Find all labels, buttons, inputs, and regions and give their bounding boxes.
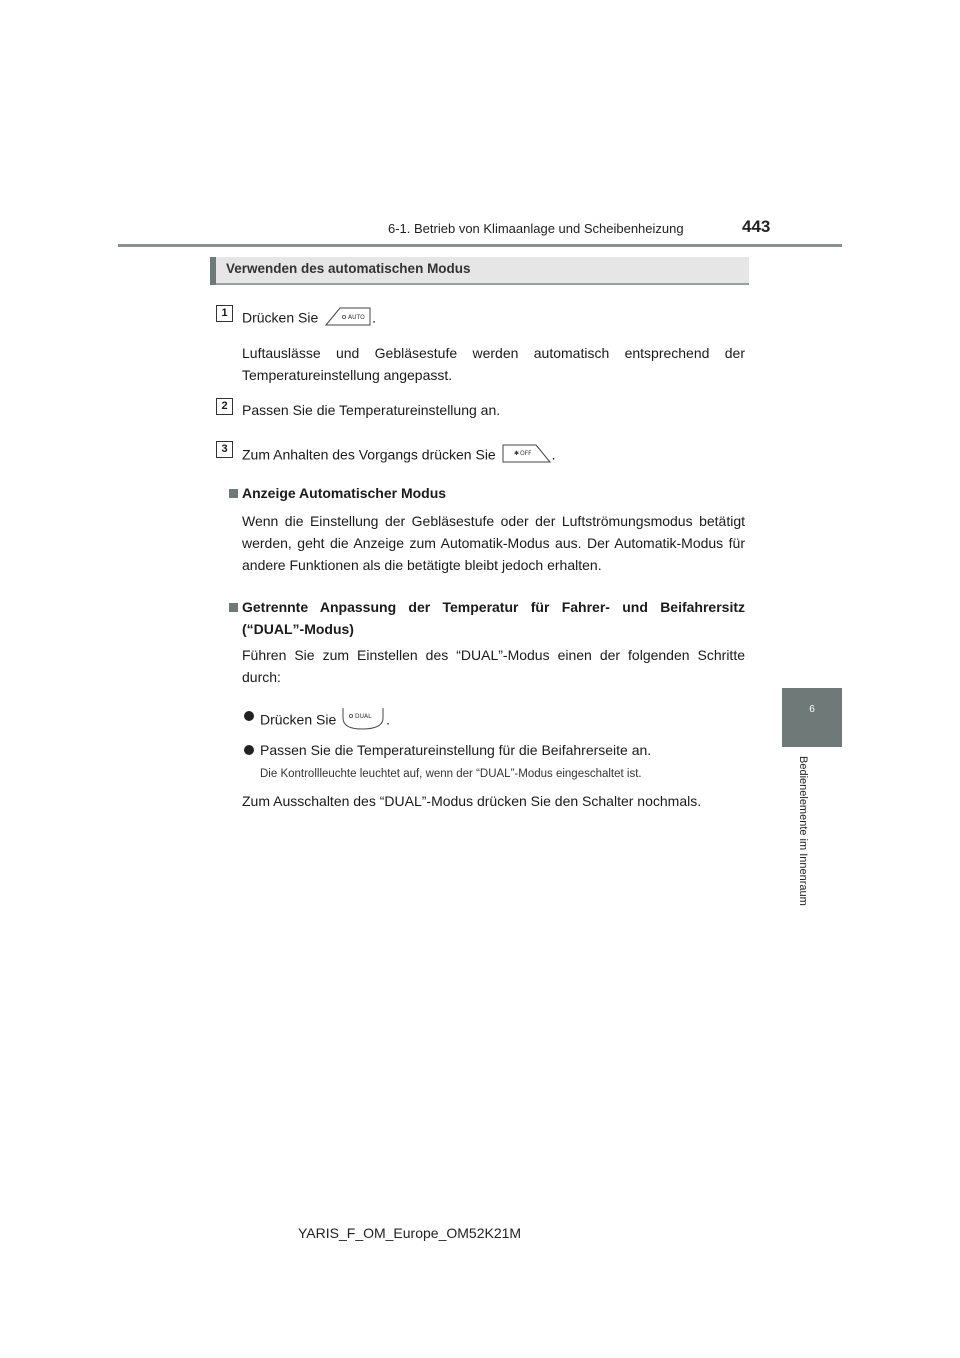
svg-text:DUAL: DUAL — [355, 713, 372, 720]
step-number-1: 1 — [216, 305, 233, 322]
chapter-tab-label: Bedienelemente im Innenraum — [797, 756, 809, 906]
step-number-3: 3 — [216, 441, 233, 458]
section-heading-text: Verwenden des automatischen Modus — [226, 261, 471, 276]
chapter-tab — [782, 688, 842, 747]
auto-button-icon — [322, 305, 372, 333]
note-1-body: Wenn die Einstellung der Gebläsestufe oder der Luftströmungsmodus betätigt werden, geht die Anzeige zum Automatik-Modus aus. Der Automatik-Modus für andere Funktionen als die betätigte bleibt jedoch erhalten. — [242, 513, 745, 573]
step-1-detail: Luftauslässe und Gebläsestufe werden automatisch entsprechend der Temperatureinstellung angepasst. — [242, 345, 745, 383]
header-divider — [118, 244, 842, 247]
step-number-2: 2 — [216, 398, 233, 415]
step-1-instruction: Drücken Sie AUTO . — [242, 305, 376, 333]
step-3-text: Zum Anhalten des Vorgangs drücken Sie — [242, 446, 496, 463]
note-2-body: Führen Sie zum Einstellen des “DUAL”-Modus einen der folgenden Schritte durch: — [242, 647, 745, 685]
note-bullet-square — [229, 489, 238, 498]
page-number: 443 — [742, 217, 771, 236]
note-2-bullet-2: Passen Sie die Temperatureinstellung für die Beifahrerseite an. — [260, 742, 652, 758]
note-bullet-square — [229, 603, 238, 612]
note-2-title: Getrennte Anpassung der Temperatur für Fahrer- und Beifahrersitz (“DUAL”-Modus) — [242, 599, 745, 637]
header-section-title: 6-1. Betrieb von Klimaanlage und Scheibenheizung — [388, 221, 684, 236]
step-2-text: Passen Sie die Temperatureinstellung an. — [242, 402, 501, 418]
svg-text:✱: ✱ — [513, 450, 519, 457]
bullet-dot — [244, 711, 254, 721]
section-heading-accent-bar — [210, 257, 216, 285]
note-1-title: Anzeige Automatischer Modus — [242, 485, 447, 501]
section-heading — [210, 257, 749, 285]
document-code: YARIS_F_OM_Europe_OM52K21M — [298, 1225, 522, 1241]
svg-text:OFF: OFF — [519, 450, 532, 457]
note-2-bullet-1: Drücken Sie DUAL . — [260, 705, 390, 737]
step-1-text: Drücken Sie — [242, 309, 319, 326]
step-3-instruction: Zum Anhalten des Vorgangs drücken Sie ✱ OFF . — [242, 442, 556, 470]
note-2-small-note: Die Kontrollleuchte leuchtet auf, wenn der “DUAL”-Modus eingeschaltet ist. — [260, 768, 642, 780]
bullet-dot — [244, 745, 254, 755]
svg-text:AUTO: AUTO — [348, 314, 366, 321]
chapter-tab-number: 6 — [809, 704, 815, 715]
off-button-icon — [500, 442, 552, 470]
dual-button-icon — [340, 705, 386, 737]
note-2-closing: Zum Ausschalten des “DUAL”-Modus drücken Sie den Schalter nochmals. — [242, 793, 702, 809]
